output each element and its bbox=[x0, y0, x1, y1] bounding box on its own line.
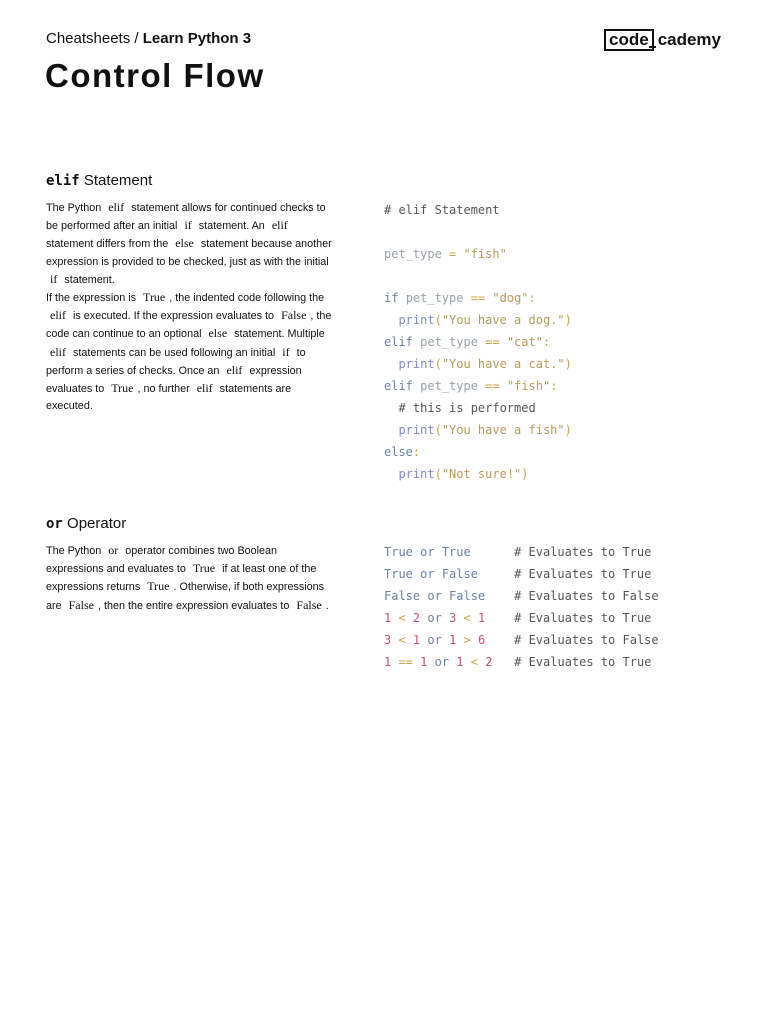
code-token bbox=[471, 545, 514, 559]
inline-code: if bbox=[50, 271, 58, 286]
code-token: 1 bbox=[456, 655, 464, 669]
code-token: > bbox=[456, 633, 478, 647]
code-token: # Evaluates to False bbox=[514, 589, 659, 603]
code-token: print bbox=[398, 467, 435, 481]
inline-code: elif bbox=[50, 344, 66, 359]
inline-code: False bbox=[68, 597, 94, 612]
code-token: True bbox=[384, 545, 413, 559]
code-token: ( bbox=[434, 357, 442, 371]
code-token: else bbox=[384, 445, 413, 459]
code-token: ) bbox=[521, 467, 529, 481]
code-token: "Not sure!" bbox=[441, 467, 522, 481]
code-token: or bbox=[412, 567, 442, 581]
code-token: False bbox=[384, 589, 421, 603]
description-paragraph: If the expression is True , the indented code following the elif is executed. If the expression evaluates to False , the code can continue to an optional else statement. Multiple elif statements can be used following an initial if to perform a series of checks. Once an elif expression evaluates to True , no further elif statements are executed. bbox=[46, 290, 332, 413]
section-description-or bbox=[46, 542, 336, 615]
code-line bbox=[384, 397, 572, 419]
code-token: < bbox=[391, 611, 413, 625]
section-title-or bbox=[46, 514, 126, 534]
code-line bbox=[384, 651, 659, 673]
code-token: 6 bbox=[477, 633, 486, 647]
code-token: "fish" bbox=[463, 247, 507, 261]
code-line bbox=[384, 607, 659, 629]
code-token bbox=[384, 357, 398, 371]
inline-code: elif bbox=[196, 381, 213, 396]
code-token: "You have a fish" bbox=[441, 423, 565, 437]
code-token: 1 bbox=[449, 633, 457, 647]
section-title-keyword: elif bbox=[46, 173, 80, 189]
breadcrumb-cheatsheets-link[interactable]: Cheatsheets bbox=[46, 30, 131, 47]
code-block-or bbox=[384, 541, 659, 673]
code-token: 1 bbox=[384, 655, 392, 669]
code-token: # elif Statement bbox=[384, 203, 500, 217]
code-token: ( bbox=[434, 313, 442, 327]
inline-code: True bbox=[192, 561, 216, 576]
code-token: or bbox=[420, 611, 450, 625]
code-token: print bbox=[398, 313, 435, 327]
code-line bbox=[384, 629, 659, 651]
code-token: < bbox=[456, 611, 478, 625]
code-line bbox=[384, 199, 572, 221]
code-token: ) bbox=[564, 313, 572, 327]
code-line bbox=[384, 375, 572, 397]
logo-cursor-mark bbox=[649, 46, 656, 48]
code-line bbox=[384, 463, 572, 485]
code-token: < bbox=[391, 633, 413, 647]
inline-code: if bbox=[184, 218, 192, 233]
code-token: or bbox=[412, 545, 442, 559]
code-token: pet_type bbox=[420, 335, 478, 349]
code-line bbox=[384, 243, 572, 265]
code-token: 1 bbox=[420, 655, 428, 669]
section-title-elif bbox=[46, 171, 152, 191]
inline-code: or bbox=[108, 543, 119, 557]
code-token: == bbox=[477, 379, 507, 393]
code-token: # Evaluates to True bbox=[514, 655, 652, 669]
inline-code: False bbox=[296, 597, 322, 612]
inline-code: elif bbox=[50, 308, 66, 323]
code-token: 1 bbox=[412, 633, 421, 647]
code-token: pet_type bbox=[405, 291, 464, 305]
code-token: == bbox=[463, 291, 493, 305]
code-token bbox=[384, 313, 398, 327]
code-token: 3 bbox=[384, 633, 392, 647]
inline-code: elif bbox=[271, 218, 288, 233]
code-token: == bbox=[391, 655, 421, 669]
section-title-text: Operator bbox=[62, 515, 127, 532]
code-token: True bbox=[384, 567, 413, 581]
code-token: "cat" bbox=[506, 335, 543, 349]
code-token: < bbox=[463, 655, 486, 669]
code-token bbox=[384, 467, 398, 481]
code-token: : bbox=[528, 291, 536, 305]
code-line bbox=[384, 353, 572, 375]
code-token: False bbox=[449, 589, 486, 603]
code-token: : bbox=[550, 379, 558, 393]
code-token: pet_type bbox=[384, 247, 442, 261]
description-paragraph: The Python or operator combines two Boolean expressions and evaluates to True if at least one of the expressions returns True . Otherwise, if both expressions are False , then the entire expression evaluates to False . bbox=[46, 543, 329, 612]
code-token: 1 bbox=[384, 611, 392, 625]
code-token: # Evaluates to True bbox=[514, 611, 652, 625]
inline-code: elif bbox=[108, 200, 125, 214]
code-line bbox=[384, 309, 572, 331]
code-token: = bbox=[441, 247, 464, 261]
inline-code: True bbox=[143, 290, 166, 305]
inline-code: else bbox=[208, 326, 228, 341]
code-token bbox=[485, 611, 514, 625]
code-token: "You have a dog." bbox=[441, 313, 565, 327]
inline-code: else bbox=[175, 236, 194, 251]
code-token: False bbox=[441, 567, 478, 581]
section-description-elif bbox=[46, 199, 336, 415]
code-token: 2 bbox=[485, 655, 493, 669]
code-line bbox=[384, 265, 572, 287]
code-token: elif bbox=[384, 379, 421, 393]
code-line bbox=[384, 563, 659, 585]
code-token: 3 bbox=[449, 611, 457, 625]
code-line bbox=[384, 221, 572, 243]
code-token: or bbox=[427, 655, 457, 669]
inline-code: True bbox=[111, 381, 134, 396]
section-title-keyword: or bbox=[46, 516, 63, 532]
code-token: or bbox=[420, 589, 450, 603]
code-token: or bbox=[420, 633, 450, 647]
code-token: print bbox=[398, 357, 435, 371]
code-token: ) bbox=[564, 423, 572, 437]
code-token: "dog" bbox=[492, 291, 529, 305]
inline-code: False bbox=[281, 308, 307, 323]
code-token: # this is performed bbox=[384, 401, 536, 415]
codecademy-logo[interactable] bbox=[604, 29, 721, 51]
code-line bbox=[384, 541, 659, 563]
code-token: if bbox=[384, 291, 406, 305]
code-token: 1 bbox=[477, 611, 486, 625]
logo-cademy-text: cademy bbox=[657, 30, 722, 49]
inline-code: True bbox=[147, 579, 170, 594]
code-line bbox=[384, 331, 572, 353]
code-token: "fish" bbox=[506, 379, 551, 393]
code-line bbox=[384, 419, 572, 441]
code-token: pet_type bbox=[420, 379, 478, 393]
code-token: True bbox=[441, 545, 471, 559]
code-token bbox=[478, 567, 514, 581]
code-token: ( bbox=[434, 467, 442, 481]
code-token: 2 bbox=[412, 611, 421, 625]
code-token: print bbox=[398, 423, 435, 437]
inline-code: if bbox=[282, 344, 290, 359]
breadcrumb bbox=[46, 29, 251, 49]
code-token: "You have a cat." bbox=[441, 357, 565, 371]
code-token bbox=[485, 633, 514, 647]
code-token: ) bbox=[564, 357, 572, 371]
code-token bbox=[485, 589, 514, 603]
code-token: == bbox=[477, 335, 507, 349]
code-token: # Evaluates to False bbox=[514, 633, 659, 647]
inline-code: elif bbox=[226, 362, 243, 377]
code-token: # Evaluates to True bbox=[514, 545, 652, 559]
code-token: elif bbox=[384, 335, 421, 349]
code-token: : bbox=[412, 445, 421, 459]
code-line bbox=[384, 441, 572, 463]
section-title-text: Statement bbox=[79, 172, 153, 189]
code-token bbox=[492, 655, 514, 669]
breadcrumb-separator: / bbox=[130, 30, 143, 47]
code-token: : bbox=[542, 335, 551, 349]
page-title: Control Flow bbox=[45, 57, 265, 94]
breadcrumb-current[interactable]: Learn Python 3 bbox=[142, 30, 252, 47]
description-paragraph: The Python elif statement allows for continued checks to be performed after an initial if statement. An elif statement differs from the else statement because another expression is provided to be checked, just as with the initial if statement. bbox=[46, 200, 332, 286]
code-line bbox=[384, 287, 572, 309]
code-line bbox=[384, 585, 659, 607]
code-token: ( bbox=[434, 423, 442, 437]
code-token: # Evaluates to True bbox=[514, 567, 652, 581]
logo-code-box: code bbox=[604, 29, 654, 51]
code-block-elif bbox=[384, 199, 572, 485]
code-token bbox=[384, 423, 398, 437]
